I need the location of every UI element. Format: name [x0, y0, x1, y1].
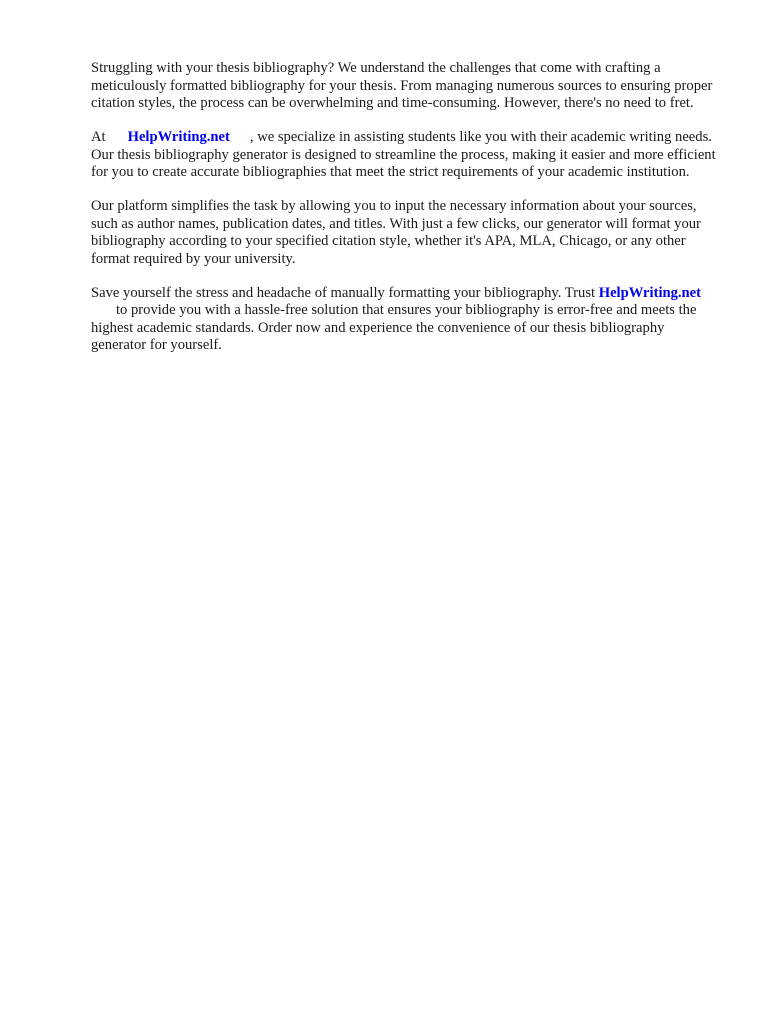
helpwriting-link-2[interactable]: HelpWriting.net [598, 284, 702, 301]
paragraph-platform: Our platform simplifies the task by allowing you to input the necessary information about your sources, such as author names, publication dates, and titles. With just a few clicks, our generator will format your bibliography according to your specified citation style, whether it's APA, MLA, Chicago, or any other format required by your university. [91, 198, 701, 267]
paragraph-closing [91, 285, 721, 355]
helpwriting-link[interactable]: HelpWriting.net [127, 129, 230, 145]
paragraph-closing-body: to provide you with a hassle-free solution that ensures your bibliography is error-free and meets the highest academic standards. Order now and experience the convenience of our thesis bibliography generator for yourself. [91, 302, 697, 353]
paragraph-service-lead: At [91, 129, 106, 145]
paragraph-service-body: , we specialize in assisting students like you with their academic writing needs. Our thesis bibliography generator is designed to streamline the process, making it easier and more efficient for you to create accurate bibliographies that meet the strict requirements of your academic institution. [91, 129, 716, 180]
paragraph-closing-lead: Save yourself the stress and headache of manually formatting your bibliography. Trust [91, 284, 596, 301]
paragraph-service [91, 129, 721, 182]
document-page [91, 60, 721, 371]
paragraph-intro: Struggling with your thesis bibliography? We understand the challenges that come with crafting a meticulously formatted bibliography for your thesis. From managing numerous sources to ensuring proper citation styles, the process can be overwhelming and time-consuming. However, there's no need to fret. [91, 60, 713, 111]
